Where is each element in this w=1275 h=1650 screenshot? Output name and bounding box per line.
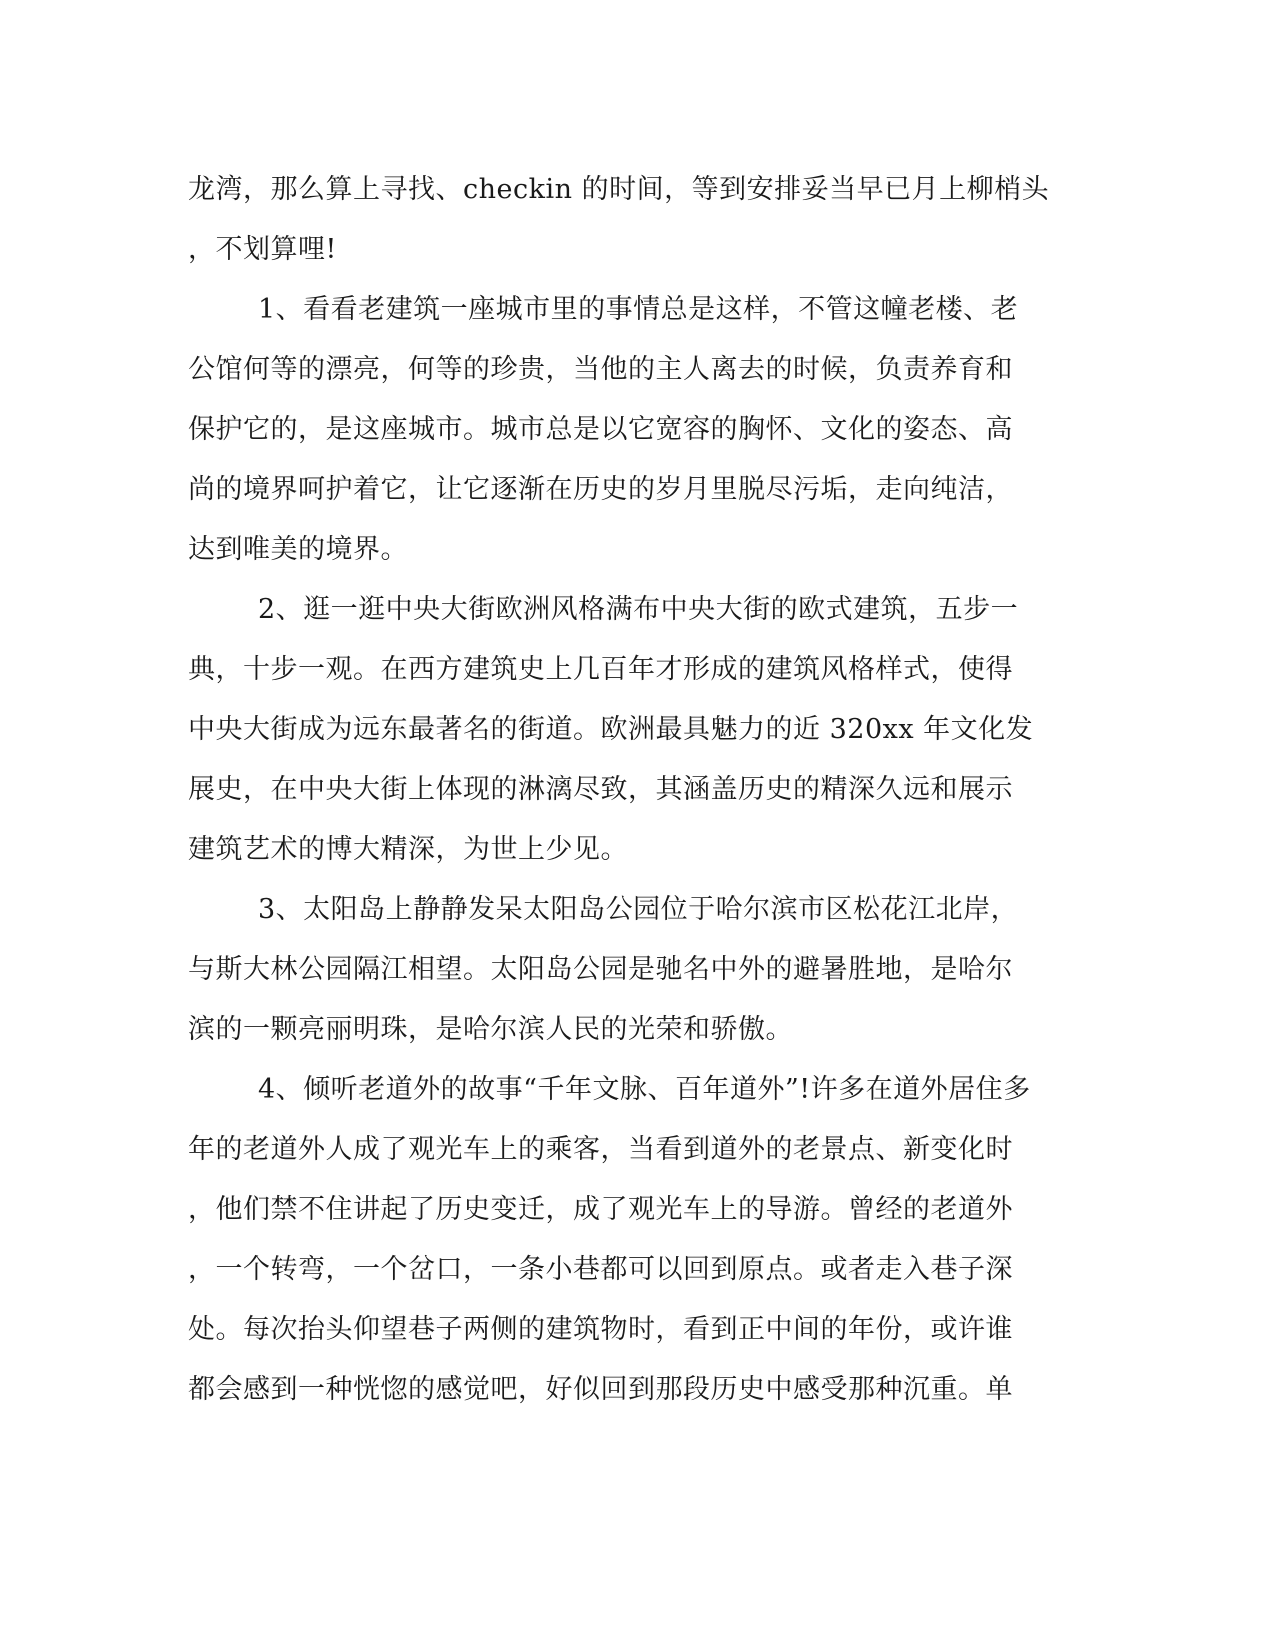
text-line: 建筑艺术的博大精深，为世上少见。	[188, 834, 628, 865]
text-line: 与斯大林公园隔江相望。太阳岛公园是驰名中外的避暑胜地，是哈尔	[188, 954, 1013, 985]
text-line: 滨的一颗亮丽明珠，是哈尔滨人民的光荣和骄傲。	[188, 1014, 793, 1045]
text-line: 尚的境界呵护着它，让它逐渐在历史的岁月里脱尽污垢，走向纯洁，	[188, 474, 1013, 505]
paragraph-4-start: 4、倾听老道外的故事“千年文脉、百年道外”!许多在道外居住多	[258, 1074, 1031, 1105]
paragraph-1-start: 1、看看老建筑一座城市里的事情总是这样，不管这幢老楼、老	[258, 294, 1019, 325]
body-text	[188, 160, 1068, 1420]
text-line: 公馆何等的漂亮，何等的珍贵，当他的主人离去的时候，负责养育和	[188, 354, 1013, 385]
paragraph-3-start: 3、太阳岛上静静发呆太阳岛公园位于哈尔滨市区松花江北岸，	[258, 894, 1019, 925]
text-line: ，他们禁不住讲起了历史变迁，成了观光车上的导游。曾经的老道外	[188, 1194, 1013, 1225]
text-line: 龙湾，那么算上寻找、checkin 的时间，等到安排妥当早已月上柳梢头	[188, 174, 1050, 205]
paragraph-2-start: 2、逛一逛中央大街欧洲风格满布中央大街的欧式建筑，五步一	[258, 594, 1019, 625]
text-line: 展史，在中央大街上体现的淋漓尽致，其涵盖历史的精深久远和展示	[188, 774, 1013, 805]
text-line: 都会感到一种恍惚的感觉吧，好似回到那段历史中感受那种沉重。单	[188, 1374, 1013, 1405]
text-line: 保护它的，是这座城市。城市总是以它宽容的胸怀、文化的姿态、高	[188, 414, 1013, 445]
text-line: ，不划算哩!	[188, 234, 337, 265]
text-line: 典，十步一观。在西方建筑史上几百年才形成的建筑风格样式，使得	[188, 654, 1013, 685]
text-line: ，一个转弯，一个岔口，一条小巷都可以回到原点。或者走入巷子深	[188, 1254, 1013, 1285]
text-line: 年的老道外人成了观光车上的乘客，当看到道外的老景点、新变化时	[188, 1134, 1013, 1165]
text-line: 达到唯美的境界。	[188, 534, 408, 565]
text-line: 处。每次抬头仰望巷子两侧的建筑物时，看到正中间的年份，或许谁	[188, 1314, 1013, 1345]
text-line: 中央大街成为远东最著名的街道。欧洲最具魅力的近 320xx 年文化发	[188, 714, 1034, 745]
